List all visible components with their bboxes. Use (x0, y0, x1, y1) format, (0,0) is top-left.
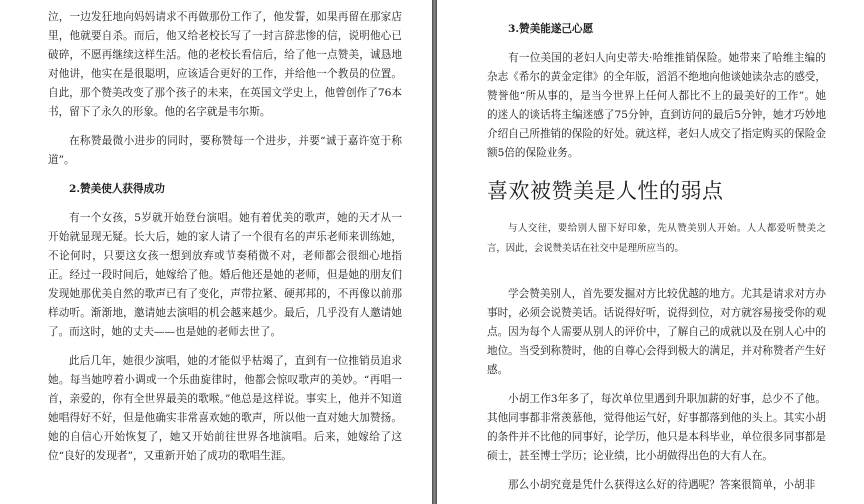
chapter-epigraph: 与人交往，要给别人留下好印象，先从赞美别人开始。人人都爱听赞美之言，因此，会说赞美话在社交中是理所应当的。 (487, 223, 826, 254)
section-heading: 3.赞美能遂己心愿 (508, 23, 594, 35)
paragraph: 泣，一边发狂地向妈妈请求不再做那份工作了，他发誓，如果再留在那家店里，他就要自杀。而后，他又给老校长写了一封言辞悲惨的信，说明他心已破碎，不愿再继续这样生活。他的老校长看信后，给了他一点赞美，诚恳地对他讲，他实在是很聪明，应该适合更好的工作，并给他一个教员的位置。自此，那个赞美改变了那个孩子的未来，在英国文学史上，他曾创作了76本书，留下了永久的形象。他的名字就是韦尔斯。 (48, 11, 402, 118)
section-heading: 2.赞美使人获得成功 (69, 183, 165, 195)
right-page (437, 0, 864, 504)
paragraph: 此后几年，她很少演唱，她的才能似乎枯竭了，直到有一位推销员追求她。每当她哼着小调或一个乐曲旋律时，他都会惊叹歌声的美妙。“再唱一首，亲爱的，你有全世界最美的歌喉。”他总是这样说。事实上，他并不知道她唱得好不好，但是他确实非常喜欢她的歌声，所以他一直对她大加赞扬。她的自信心开始恢复了，她又开始前往世界各地演唱。后来，她嫁给了这位“良好的发现者”，又重新开始了成功的歌唱生涯。 (48, 355, 402, 462)
paragraph: 学会赞美别人，首先要发掘对方比较优越的地方。尤其是请求对方办事时，必须会说赞美话。话说得好听，说得到位，对方就容易接受你的观点。因为每个人需要从别人的评价中，了解自己的成就以及在别人心中的地位。当受到称赞时，他的自尊心会得到极大的满足，并对称赞者产生好感。 (487, 288, 826, 376)
chapter-title: 喜欢被赞美是人性的弱点 (487, 179, 724, 203)
paragraph: 有一位美国的老妇人向史蒂夫·哈维推销保险。她带来了哈维主编的杂志《希尔的黄金定律》的全年版，滔滔不绝地向他谈她读杂志的感受，赞誉他“所从事的，是当今世界上任何人都比不上的最美好的工作”。她的迷人的谈话将主编迷感了75分钟，直到访问的最后5分钟，她才巧妙地介绍自己所推销的保险的好处。就这样，老妇人成交了指定购买的保险金额5倍的保险业务。 (487, 52, 826, 159)
paragraph: 在称赞最微小进步的同时，要称赞每一个进步，并要“诚于嘉许宽于称道”。 (48, 135, 402, 166)
paragraph: 有一个女孩，5岁就开始登台演唱。她有着优美的歌声，她的天才从一开始就显现无疑。长大后，她的家人请了一个很有名的声乐老师来训练她，不论何时，只要这女孩一想到放弃或节奏稍微不对，老师都会很细心地指正。经过一段时间后，她嫁给了他。婚后他还是她的老师，但是她的朋友们发现她那优美自然的歌声已有了变化，声带拉紧、硬邦邦的，不再像以前那样动听。渐渐地，邀请她去演唱的机会越来越少。最后，几乎没有人邀请她了。而这时，她的丈夫——也是她的老师去世了。 (48, 212, 402, 338)
paragraph: 那么小胡究竟是凭什么获得这么好的待遇呢？答案很简单，小胡非 (508, 479, 816, 491)
paragraph: 小胡工作3年多了，每次单位里遇到升职加薪的好事，总少不了他。其他同事都非常羡慕他，觉得他运气好，好事都落到他的头上。其实小胡的条件并不比他的同事好，论学历，他只是本科毕业，单位很多同事都是硕士，甚至博士学历；论业绩，比小胡做得出色的大有人在。 (487, 393, 826, 462)
